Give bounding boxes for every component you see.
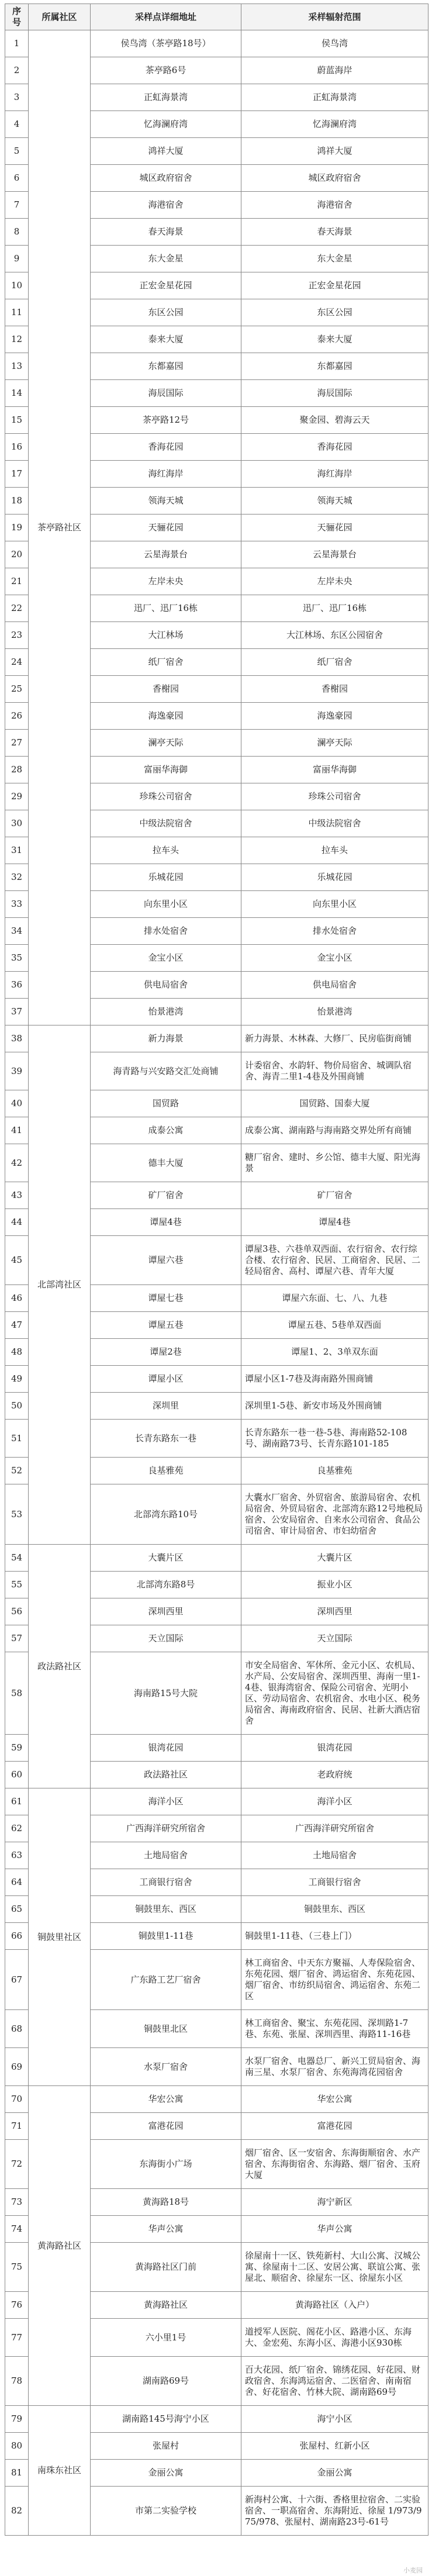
row-index: 37 <box>5 999 29 1025</box>
sampling-scope: 正宏金星花园 <box>241 272 428 299</box>
sampling-scope: 忆海澜府湾 <box>241 111 428 138</box>
sampling-address: 土地局宿舍 <box>91 1842 241 1869</box>
row-index: 62 <box>5 1815 29 1842</box>
sampling-scope: 林工商宿舍、聚宝、东苑花园、深圳路1-7巷、东苑、张屋、深圳西里、海路11-16巷 <box>241 2010 428 2048</box>
sampling-address: 拉车头 <box>91 837 241 864</box>
community-cell: 南珠东社区 <box>29 2406 91 2536</box>
row-index: 16 <box>5 434 29 461</box>
sampling-scope: 谭屋1、2、3单双东面 <box>241 1339 428 1366</box>
row-index: 17 <box>5 461 29 488</box>
row-index: 9 <box>5 246 29 272</box>
sampling-scope: 铜鼓里东、西区 <box>241 1896 428 1923</box>
sampling-scope: 海宁新区 <box>241 2189 428 2216</box>
sampling-address: 湖南路69号 <box>91 2357 241 2406</box>
sampling-address: 富丽华海御 <box>91 757 241 783</box>
header-scope: 采样辐射范围 <box>241 4 428 30</box>
sampling-scope: 海红海岸 <box>241 461 428 488</box>
community-cell: 黄海路社区 <box>29 2086 91 2406</box>
sampling-address: 银湾花园 <box>91 1735 241 1762</box>
sampling-address: 北部湾东路10号 <box>91 1484 241 1545</box>
sampling-scope: 大囊水厂宿舍、外贸宿舍、旅游局宿舍、农机局宿舍、外贸局宿舍、北部湾东路12号地税局宿舍、公安局宿舍、自来水公司宿舍、食品公司宿舍、审计局宿舍、市妇幼宿舍 <box>241 1484 428 1545</box>
row-index: 20 <box>5 541 29 568</box>
row-index: 10 <box>5 272 29 299</box>
row-index: 53 <box>5 1484 29 1545</box>
community-cell: 北部湾社区 <box>29 1025 91 1545</box>
row-index: 80 <box>5 2433 29 2460</box>
sampling-scope: 铜鼓里1-11巷、（三巷上门） <box>241 1923 428 1950</box>
sampling-scope: 矿厂宿舍 <box>241 1182 428 1209</box>
row-index: 67 <box>5 1950 29 2010</box>
sampling-address: 良基雅苑 <box>91 1458 241 1484</box>
row-index: 72 <box>5 2140 29 2189</box>
row-index: 18 <box>5 488 29 514</box>
sampling-scope: 国贸路、国泰大厦 <box>241 1090 428 1117</box>
row-index: 4 <box>5 111 29 138</box>
sampling-address: 矿厂宿舍 <box>91 1182 241 1209</box>
sampling-scope: 海逸豪园 <box>241 703 428 730</box>
sampling-address: 黄海路18号 <box>91 2189 241 2216</box>
sampling-scope: 海宁小区 <box>241 2406 428 2433</box>
sampling-scope: 领海天城 <box>241 488 428 514</box>
sampling-points-table <box>5 4 428 2536</box>
sampling-address: 香海花园 <box>91 434 241 461</box>
sampling-scope: 振业小区 <box>241 1572 428 1598</box>
row-index: 76 <box>5 2292 29 2319</box>
sampling-address: 黄海路社区 <box>91 2292 241 2319</box>
row-index: 71 <box>5 2113 29 2140</box>
table-body <box>5 30 428 2536</box>
table-row <box>5 1788 428 1815</box>
sampling-address: 茶亭路12号 <box>91 407 241 434</box>
sampling-address: 广东路工艺厂宿舍 <box>91 1950 241 2010</box>
row-index: 26 <box>5 703 29 730</box>
row-index: 52 <box>5 1458 29 1484</box>
sampling-address: 德丰大厦 <box>91 1144 241 1182</box>
row-index: 77 <box>5 2319 29 2357</box>
row-index: 32 <box>5 864 29 891</box>
sampling-address: 金丽公寓 <box>91 2460 241 2487</box>
sampling-scope: 纸厂宿舍 <box>241 649 428 676</box>
table-row <box>5 2406 428 2433</box>
sampling-scope: 新海村公寓、十六街、香格里拉宿舍、二实验宿舍、一职高宿舍、东海附近、徐屋 1/973/975/978、张屋村、湖南路23号-61号 <box>241 2487 428 2536</box>
sampling-address: 东海街小广场 <box>91 2140 241 2189</box>
table-header-row <box>5 4 428 30</box>
row-index: 23 <box>5 622 29 649</box>
row-index: 58 <box>5 1652 29 1735</box>
sampling-scope: 谭屋4巷 <box>241 1209 428 1236</box>
sampling-scope: 百大花园、纸厂宿舍、锦绣花园、好花园、财政宿舍、东海鸿运宿舍、二医宿舍、南南宿舍、好花宿舍、竹林大院、湖南路69号 <box>241 2357 428 2406</box>
row-index: 40 <box>5 1090 29 1117</box>
row-index: 43 <box>5 1182 29 1209</box>
sampling-address: 正宏金星花园 <box>91 272 241 299</box>
sampling-address: 海红海岸 <box>91 461 241 488</box>
row-index: 22 <box>5 595 29 622</box>
sampling-address: 珍珠公司宿舍 <box>91 783 241 810</box>
sampling-scope: 林工商宿舍、中天东方聚福、人寿保险宿舍、东苑花园、烟厂宿舍、鸿运宿舍、东苑花园、烟厂宿舍、市纺织局宿舍、鸿运宿舍、东苑二区 <box>241 1950 428 2010</box>
row-index: 7 <box>5 192 29 219</box>
sampling-scope: 排水处宿舍 <box>241 918 428 945</box>
sampling-scope: 大囊片区 <box>241 1545 428 1572</box>
row-index: 75 <box>5 2243 29 2292</box>
table-row <box>5 30 428 57</box>
sampling-address: 市第二实验学校 <box>91 2487 241 2536</box>
header-address: 采样点详细地址 <box>91 4 241 30</box>
sampling-scope: 大江林场、东区公园宿舍 <box>241 622 428 649</box>
row-index: 11 <box>5 299 29 326</box>
sampling-address: 谭屋六巷 <box>91 1236 241 1285</box>
sampling-scope: 左岸未央 <box>241 568 428 595</box>
sampling-scope: 正虹海景湾 <box>241 84 428 111</box>
row-index: 49 <box>5 1366 29 1393</box>
community-cell: 铜鼓里社区 <box>29 1788 91 2086</box>
sampling-scope: 云星海景台 <box>241 541 428 568</box>
sampling-address: 谭屋小区 <box>91 1366 241 1393</box>
sampling-scope: 聚金园、碧海云天 <box>241 407 428 434</box>
row-index: 81 <box>5 2460 29 2487</box>
row-index: 14 <box>5 380 29 407</box>
row-index: 57 <box>5 1625 29 1652</box>
header-index: 序号 <box>5 4 29 30</box>
sampling-address: 广西海洋研究所宿舍 <box>91 1815 241 1842</box>
row-index: 15 <box>5 407 29 434</box>
row-index: 79 <box>5 2406 29 2433</box>
row-index: 28 <box>5 757 29 783</box>
sampling-address: 政法路社区 <box>91 1762 241 1788</box>
row-index: 45 <box>5 1236 29 1285</box>
row-index: 31 <box>5 837 29 864</box>
sampling-scope: 蔚蓝海岸 <box>241 57 428 84</box>
row-index: 5 <box>5 138 29 165</box>
sampling-scope: 老政府统 <box>241 1762 428 1788</box>
sampling-address: 排水处宿舍 <box>91 918 241 945</box>
sampling-address: 天骊花园 <box>91 514 241 541</box>
row-index: 44 <box>5 1209 29 1236</box>
sampling-scope: 银湾花园 <box>241 1735 428 1762</box>
sampling-scope: 谭屋五巷、5巷单双西面 <box>241 1312 428 1339</box>
sampling-scope: 土地局宿舍 <box>241 1842 428 1869</box>
sampling-address: 向东里小区 <box>91 891 241 918</box>
row-index: 68 <box>5 2010 29 2048</box>
sampling-address: 成泰公寓 <box>91 1117 241 1144</box>
row-index: 8 <box>5 219 29 246</box>
row-index: 50 <box>5 1393 29 1420</box>
sampling-scope: 海洋小区 <box>241 1788 428 1815</box>
sampling-address: 海港宿舍 <box>91 192 241 219</box>
sampling-address: 茶亭路6号 <box>91 57 241 84</box>
row-index: 12 <box>5 326 29 353</box>
sampling-address: 海洋小区 <box>91 1788 241 1815</box>
sampling-address: 领海天城 <box>91 488 241 514</box>
sampling-address: 深圳西里 <box>91 1598 241 1625</box>
sampling-table-container <box>5 4 428 2536</box>
sampling-address: 大江林场 <box>91 622 241 649</box>
row-index: 64 <box>5 1869 29 1896</box>
sampling-scope: 中级法院宿舍 <box>241 810 428 837</box>
sampling-scope: 迅厂、迅厂16栋 <box>241 595 428 622</box>
row-index: 6 <box>5 165 29 192</box>
row-index: 48 <box>5 1339 29 1366</box>
row-index: 39 <box>5 1052 29 1090</box>
sampling-address: 泰来大厦 <box>91 326 241 353</box>
sampling-address: 天立国际 <box>91 1625 241 1652</box>
row-index: 66 <box>5 1923 29 1950</box>
sampling-address: 张屋村 <box>91 2433 241 2460</box>
sampling-scope: 东区公园 <box>241 299 428 326</box>
sampling-scope: 广西海洋研究所宿舍 <box>241 1815 428 1842</box>
sampling-address: 鸿祥大厦 <box>91 138 241 165</box>
sampling-address: 大囊片区 <box>91 1545 241 1572</box>
sampling-scope: 鸿祥大厦 <box>241 138 428 165</box>
sampling-address: 春天海景 <box>91 219 241 246</box>
table-row <box>5 2086 428 2113</box>
row-index: 41 <box>5 1117 29 1144</box>
row-index: 51 <box>5 1420 29 1458</box>
sampling-scope: 富港花园 <box>241 2113 428 2140</box>
sampling-address: 长青东路东一巷 <box>91 1420 241 1458</box>
sampling-scope: 澜亭天际 <box>241 730 428 757</box>
row-index: 70 <box>5 2086 29 2113</box>
sampling-scope: 成泰公寓、湖南路与海南路交界处所有商铺 <box>241 1117 428 1144</box>
sampling-address: 东都嘉园 <box>91 353 241 380</box>
sampling-address: 新力海景 <box>91 1025 241 1052</box>
community-cell: 茶亭路社区 <box>29 30 91 1025</box>
sampling-scope: 谭屋小区1-7巷及海南路外围商铺 <box>241 1366 428 1393</box>
sampling-scope: 良基雅苑 <box>241 1458 428 1484</box>
sampling-scope: 供电局宿舍 <box>241 972 428 999</box>
sampling-address: 乐城花园 <box>91 864 241 891</box>
row-index: 42 <box>5 1144 29 1182</box>
row-index: 56 <box>5 1598 29 1625</box>
sampling-address: 迅厂、迅厂16栋 <box>91 595 241 622</box>
sampling-address: 谭屋4巷 <box>91 1209 241 1236</box>
sampling-address: 谭屋五巷 <box>91 1312 241 1339</box>
sampling-address: 城区政府宿舍 <box>91 165 241 192</box>
sampling-address: 国贸路 <box>91 1090 241 1117</box>
row-index: 13 <box>5 353 29 380</box>
sampling-address: 湖南路145号海宁小区 <box>91 2406 241 2433</box>
sampling-scope: 香榭园 <box>241 676 428 703</box>
sampling-scope: 市安全局宿舍、军休所、金元小区、农机局、水产局、公安局宿舍、深圳西里、海南一里1-4巷、银海湾宿舍、保险公司宿舍、光明小区、劳动局宿舍、农机宿舍、水电小区、税务局宿舍、海南政府宿舍、民居、社新大酒店宿舍 <box>241 1652 428 1735</box>
sampling-address: 怡景港湾 <box>91 999 241 1025</box>
sampling-scope: 天立国际 <box>241 1625 428 1652</box>
row-index: 74 <box>5 2216 29 2243</box>
sampling-scope: 深圳里1-5巷、新安市场及外围商铺 <box>241 1393 428 1420</box>
sampling-address: 供电局宿舍 <box>91 972 241 999</box>
sampling-scope: 徐屋南十一区、铁苑新村、大山公寓、汉城公寓、徐屋南十二区、安居公寓、联谊公寓、张屋北、顺宿舍、徐屋东一区、徐屋东小区 <box>241 2243 428 2292</box>
sampling-address: 海青路与兴安路交汇处商铺 <box>91 1052 241 1090</box>
row-index: 33 <box>5 891 29 918</box>
sampling-address: 谭屋七巷 <box>91 1285 241 1312</box>
row-index: 35 <box>5 945 29 972</box>
sampling-scope: 泰来大厦 <box>241 326 428 353</box>
row-index: 19 <box>5 514 29 541</box>
sampling-scope: 华宏公寓 <box>241 2086 428 2113</box>
row-index: 3 <box>5 84 29 111</box>
sampling-scope: 计委宿舍、水韵轩、物价局宿舍、城调队宿舍、海青二里1-4巷及外围商铺 <box>241 1052 428 1090</box>
row-index: 29 <box>5 783 29 810</box>
row-index: 73 <box>5 2189 29 2216</box>
sampling-scope: 珍珠公司宿舍 <box>241 783 428 810</box>
sampling-address: 铜鼓里北区 <box>91 2010 241 2048</box>
sampling-address: 海辰国际 <box>91 380 241 407</box>
sampling-address: 正虹海景湾 <box>91 84 241 111</box>
sampling-scope: 糖厂宿舍、建时、乡公馆、德丰大厦、阳光海景 <box>241 1144 428 1182</box>
row-index: 34 <box>5 918 29 945</box>
sampling-scope: 华声公寓 <box>241 2216 428 2243</box>
sampling-scope: 向东里小区 <box>241 891 428 918</box>
row-index: 78 <box>5 2357 29 2406</box>
sampling-address: 水泵厂宿舍 <box>91 2048 241 2086</box>
row-index: 36 <box>5 972 29 999</box>
row-index: 21 <box>5 568 29 595</box>
sampling-scope: 拉车头 <box>241 837 428 864</box>
row-index: 2 <box>5 57 29 84</box>
sampling-scope: 黄海路社区（入户） <box>241 2292 428 2319</box>
row-index: 65 <box>5 1896 29 1923</box>
sampling-scope: 海港宿舍 <box>241 192 428 219</box>
watermark: 小麦园 <box>403 2567 423 2574</box>
sampling-scope: 富丽华海御 <box>241 757 428 783</box>
sampling-scope: 工商银行宿舍 <box>241 1869 428 1896</box>
sampling-address: 铜鼓里1-11巷 <box>91 1923 241 1950</box>
sampling-scope: 金丽公寓 <box>241 2460 428 2487</box>
sampling-address: 忆海澜府湾 <box>91 111 241 138</box>
sampling-address: 左岸未央 <box>91 568 241 595</box>
row-index: 46 <box>5 1285 29 1312</box>
sampling-scope: 怡景港湾 <box>241 999 428 1025</box>
row-index: 1 <box>5 30 29 57</box>
sampling-address: 华宏公寓 <box>91 2086 241 2113</box>
sampling-address: 中级法院宿舍 <box>91 810 241 837</box>
sampling-address: 香榭园 <box>91 676 241 703</box>
row-index: 59 <box>5 1735 29 1762</box>
community-cell: 政法路社区 <box>29 1545 91 1788</box>
row-index: 30 <box>5 810 29 837</box>
sampling-scope: 烟厂宿舍、区一安宿舍、东海街顺宿舍、水产宿舍、东海街宿舍、东海路、烟厂宿舍、玉府大厦 <box>241 2140 428 2189</box>
sampling-scope: 天骊花园 <box>241 514 428 541</box>
sampling-address: 纸厂宿舍 <box>91 649 241 676</box>
header-community: 所属社区 <box>29 4 91 30</box>
row-index: 25 <box>5 676 29 703</box>
sampling-scope: 水泵厂宿舍、电器总厂、新兴工贸局宿舍、海南三星、水泵厂宿舍、东苑海湾花园宿舍 <box>241 2048 428 2086</box>
row-index: 55 <box>5 1572 29 1598</box>
sampling-address: 云星海景台 <box>91 541 241 568</box>
row-index: 24 <box>5 649 29 676</box>
sampling-scope: 长青东路东一巷一巷-5巷、海南路52-108号、湖南路73号、长青东路101-185 <box>241 1420 428 1458</box>
sampling-address: 海逸豪园 <box>91 703 241 730</box>
sampling-scope: 张屋村、红新小区 <box>241 2433 428 2460</box>
sampling-address: 金宝小区 <box>91 945 241 972</box>
sampling-scope: 东都嘉园 <box>241 353 428 380</box>
table-row <box>5 1025 428 1052</box>
sampling-address: 深圳里 <box>91 1393 241 1420</box>
sampling-address: 东区公园 <box>91 299 241 326</box>
sampling-address: 侯鸟湾（茶亭路18号） <box>91 30 241 57</box>
sampling-address: 富港花园 <box>91 2113 241 2140</box>
sampling-address: 北部湾东路8号 <box>91 1572 241 1598</box>
sampling-scope: 香海花园 <box>241 434 428 461</box>
sampling-address: 澜亭天际 <box>91 730 241 757</box>
sampling-address: 东大金星 <box>91 246 241 272</box>
sampling-scope: 深圳西里 <box>241 1598 428 1625</box>
sampling-address: 黄海路社区门前 <box>91 2243 241 2292</box>
sampling-scope: 海辰国际 <box>241 380 428 407</box>
sampling-address: 六小里1号 <box>91 2319 241 2357</box>
row-index: 82 <box>5 2487 29 2536</box>
sampling-scope: 谭屋六东面、七、八、九巷 <box>241 1285 428 1312</box>
sampling-scope: 乐城花园 <box>241 864 428 891</box>
sampling-scope: 城区政府宿舍 <box>241 165 428 192</box>
row-index: 63 <box>5 1842 29 1869</box>
table-row <box>5 1545 428 1572</box>
sampling-address: 华声公寓 <box>91 2216 241 2243</box>
sampling-scope: 春天海景 <box>241 219 428 246</box>
sampling-scope: 道授军人医院、阁花小区、路港小区、东海大、金宏苑、东海小区、海港小区930栋 <box>241 2319 428 2357</box>
sampling-scope: 新力海景、木林森、大修厂、民房临街商铺 <box>241 1025 428 1052</box>
sampling-address: 工商银行宿舍 <box>91 1869 241 1896</box>
row-index: 61 <box>5 1788 29 1815</box>
sampling-address: 海南路15号大院 <box>91 1652 241 1735</box>
row-index: 47 <box>5 1312 29 1339</box>
row-index: 69 <box>5 2048 29 2086</box>
row-index: 54 <box>5 1545 29 1572</box>
sampling-scope: 侯鸟湾 <box>241 30 428 57</box>
row-index: 60 <box>5 1762 29 1788</box>
sampling-scope: 金宝小区 <box>241 945 428 972</box>
sampling-address: 铜鼓里东、西区 <box>91 1896 241 1923</box>
row-index: 27 <box>5 730 29 757</box>
sampling-scope: 东大金星 <box>241 246 428 272</box>
sampling-address: 谭屋2巷 <box>91 1339 241 1366</box>
sampling-scope: 谭屋3巷、六巷单双西面、农行宿舍、农行综合楼、农行宿舍、民居、工商宿舍、民居、二轻局宿舍、高村、谭屋六巷、青年大厦 <box>241 1236 428 1285</box>
row-index: 38 <box>5 1025 29 1052</box>
